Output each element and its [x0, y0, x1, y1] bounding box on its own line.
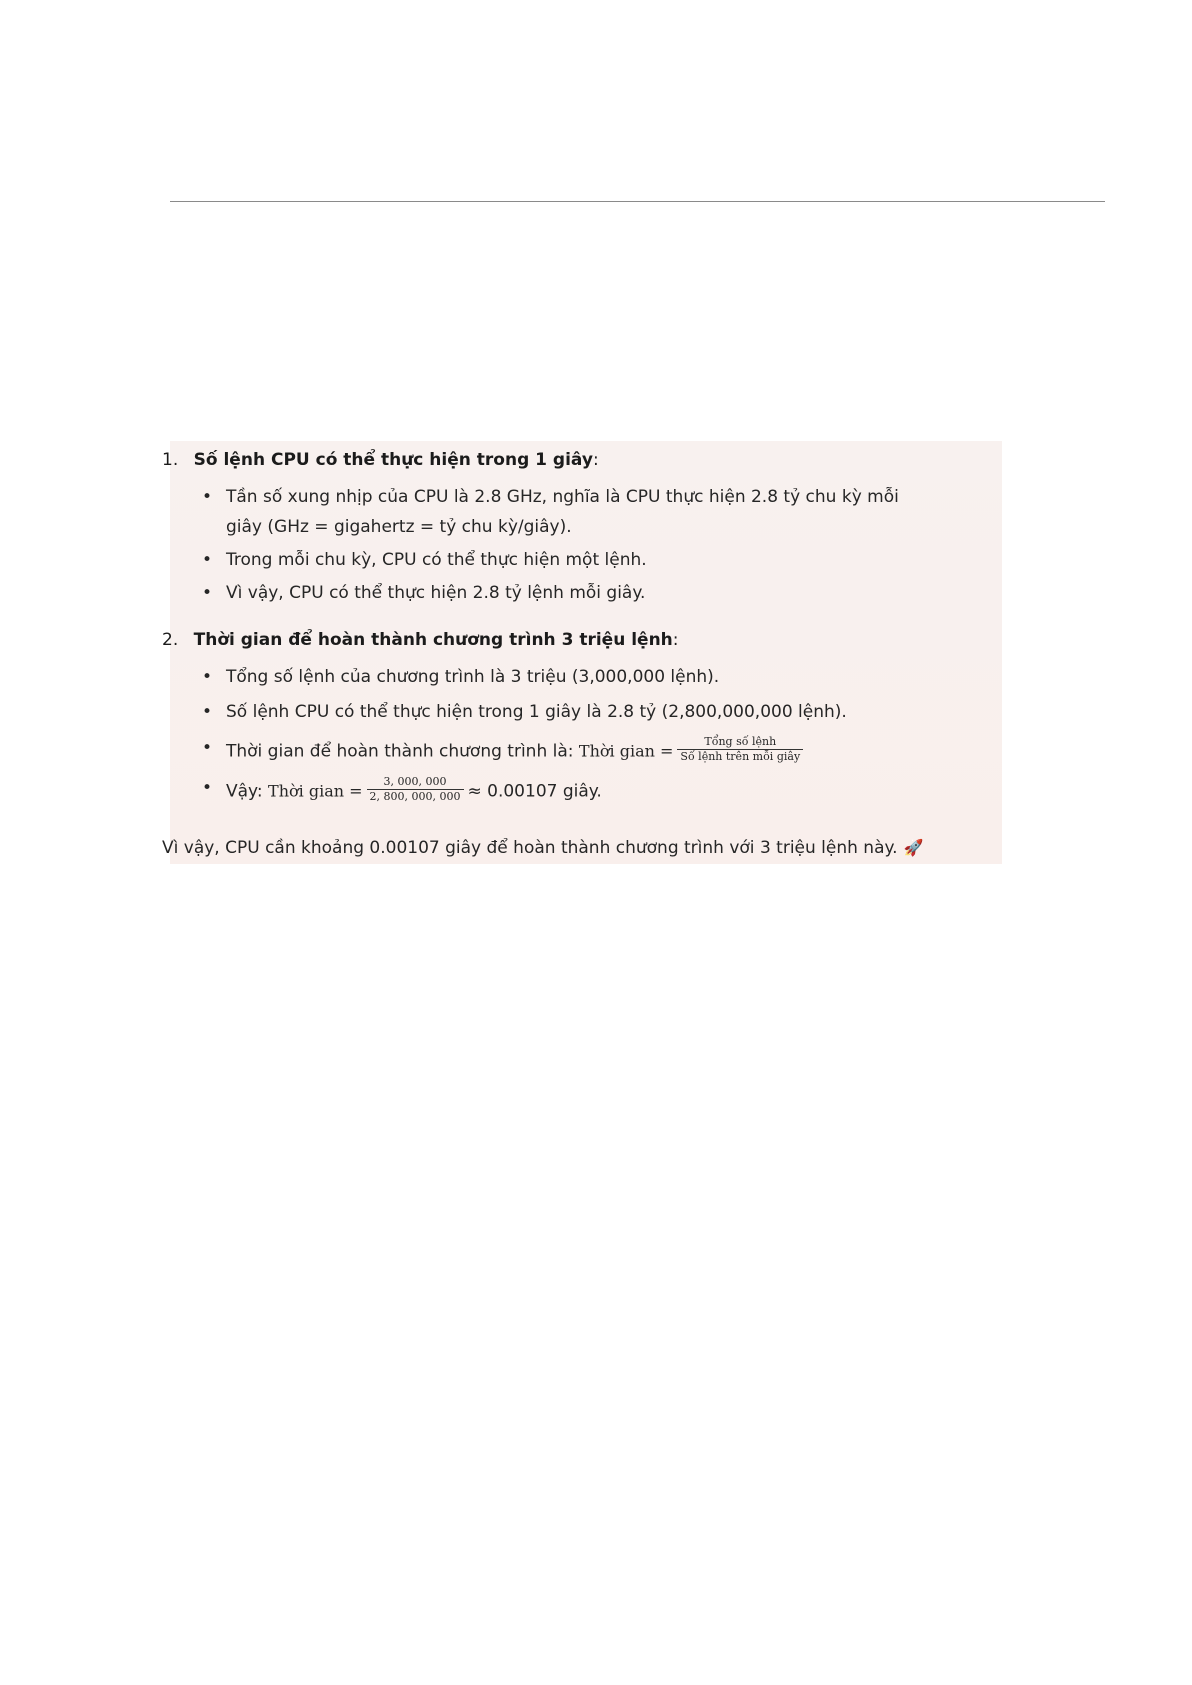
section-1-number: 1.: [162, 450, 179, 470]
result-fraction: [367, 775, 464, 804]
formula-fraction: [677, 735, 803, 764]
list-item-text: Vì vậy, CPU có thể thực hiện 2.8 tỷ lệnh mỗi giây.: [226, 583, 646, 603]
result-line: [226, 777, 602, 806]
section-1-heading: [162, 449, 599, 471]
list-item-text-continued: giây (GHz = gigahertz = tỷ chu kỳ/giây).: [226, 517, 572, 537]
result-unit: giây.: [562, 781, 602, 802]
result-prefix: Vậy:: [226, 781, 263, 802]
conclusion: [162, 837, 923, 859]
formula-prefix: Thời gian để hoàn thành chương trình là:: [226, 741, 574, 762]
bullet-marker: •: [202, 702, 213, 722]
bullet-marker: •: [202, 550, 213, 570]
section-2-heading: [162, 629, 679, 651]
result-approx: ≈ 0.00107: [467, 781, 558, 802]
horizontal-divider: [170, 201, 1105, 202]
list-item-text: Số lệnh CPU có thể thực hiện trong 1 giây là 2.8 tỷ (2,800,000,000 lệnh).: [226, 702, 847, 722]
section-1-colon: :: [592, 450, 599, 470]
result-label: Thời gian =: [268, 781, 363, 801]
fraction-denominator: 2, 800, 000, 000: [369, 790, 461, 803]
fraction-numerator: Tổng số lệnh: [677, 735, 803, 750]
list-item-text: Trong mỗi chu kỳ, CPU có thể thực hiện một lệnh.: [226, 550, 647, 570]
section-2-colon: :: [672, 630, 679, 650]
fraction-numerator: 3, 000, 000: [367, 775, 464, 790]
section-2-title: Thời gian để hoàn thành chương trình 3 triệu lệnh: [193, 630, 673, 650]
formula-label: Thời gian =: [578, 741, 674, 761]
formula-line: [226, 737, 807, 766]
section-2-number: 2.: [162, 630, 179, 650]
answer-screenshot: [162, 441, 1002, 864]
section-1-title: Số lệnh CPU có thể thực hiện trong 1 giây: [193, 450, 593, 470]
bullet-marker: •: [202, 487, 213, 507]
bullet-marker: •: [202, 667, 213, 687]
bullet-marker: •: [202, 738, 213, 758]
bullet-marker: •: [202, 583, 213, 603]
bullet-marker: •: [202, 778, 213, 798]
conclusion-text: Vì vậy, CPU cần khoảng 0.00107 giây để hoàn thành chương trình với 3 triệu lệnh này.: [162, 838, 898, 858]
list-item-text: Tần số xung nhịp của CPU là 2.8 GHz, nghĩa là CPU thực hiện 2.8 tỷ chu kỳ mỗi: [226, 487, 899, 507]
rocket-icon: 🚀: [903, 838, 924, 857]
fraction-denominator: Số lệnh trên mỗi giây: [680, 750, 801, 763]
list-item-text: Tổng số lệnh của chương trình là 3 triệu (3,000,000 lệnh).: [226, 667, 720, 687]
